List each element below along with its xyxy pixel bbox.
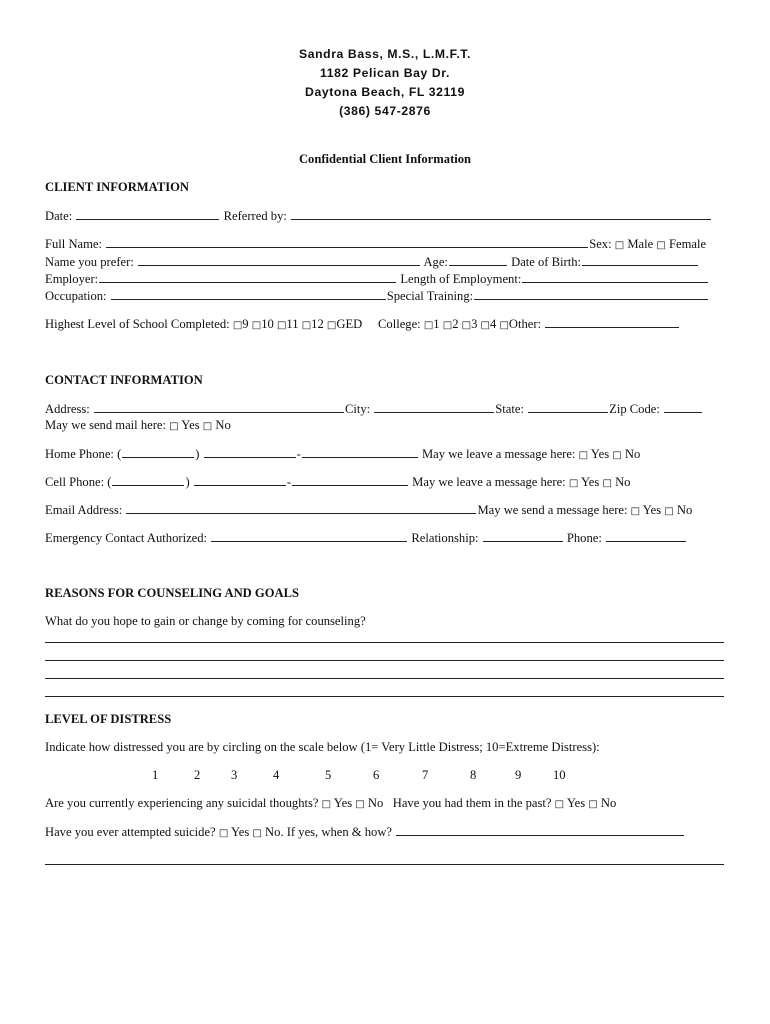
special-training-label: Special Training: [386,289,474,303]
cell-phone-area-field[interactable] [112,474,184,486]
college-4-checkbox[interactable]: □ [480,320,490,331]
home-msg-no-label: No [624,447,641,461]
email-no-label: No [676,503,693,517]
cell-leave-message-label: May we leave a message here: [412,475,566,489]
college-1-checkbox[interactable]: □ [423,320,434,331]
school-11-checkbox[interactable]: □ [276,320,287,331]
suicidal-question: Are you currently experiencing any suicidal thoughts? [45,796,319,810]
school-row [45,316,680,332]
preferred-name-row [45,254,699,270]
college-3-checkbox[interactable]: □ [461,320,472,331]
school-label: Highest Level of School Completed: [45,317,230,331]
length-employment-label: Length of Employment: [400,272,522,286]
home-phone-label: Home Phone: [45,447,114,461]
reasons-answer-line-3[interactable] [45,678,724,679]
home-leave-message-label: May we leave a message here: [421,447,576,461]
address-row [45,401,703,417]
college-2-label: 2 [452,317,459,331]
home-phone-prefix-field[interactable] [204,446,296,458]
send-message-label: May we send a message here: [477,503,628,517]
college-label: College: [378,317,421,331]
suicidal-row [45,796,616,811]
city-field[interactable] [374,401,494,413]
suicidal-no-label: No [367,796,384,810]
emergency-phone-label: Phone: [566,531,602,545]
relationship-label: Relationship: [411,531,479,545]
reasons-question: What do you hope to gain or change by coming for counseling? [45,614,366,628]
emergency-field[interactable] [211,530,407,542]
male-checkbox[interactable]: □ [614,240,625,251]
emergency-phone-field[interactable] [606,530,686,542]
school-9-checkbox[interactable]: □ [232,320,243,331]
reasons-answer-line-1[interactable] [45,642,724,643]
college-other-checkbox[interactable]: □ [499,320,509,331]
reasons-answer-line-4[interactable] [45,696,724,697]
suicidal-yes-label: Yes [333,796,353,810]
cell-phone-prefix-field[interactable] [194,474,286,486]
school-10-label: 10 [261,317,274,331]
length-employment-field[interactable] [522,271,708,283]
past-no-label: No [600,796,617,810]
male-label: Male [627,237,654,251]
school-9-label: 9 [242,317,249,331]
attempt-row [45,824,685,840]
dob-label: Date of Birth: [511,255,582,269]
distress-heading: LEVEL OF DISTRESS [45,712,172,726]
cell-phone-label: Cell Phone: [45,475,105,489]
email-yes-checkbox[interactable]: □ [630,506,641,517]
scale-6[interactable]: 6 [373,768,380,782]
scale-10[interactable]: 10 [553,768,566,782]
college-other-field[interactable] [545,316,679,328]
school-ged-label: GED [336,317,363,331]
zip-field[interactable] [664,401,702,413]
occupation-field[interactable] [111,288,386,300]
practice-city: Daytona Beach, FL 32119 [305,85,465,99]
city-label: City: [344,402,371,416]
zip-label: Zip Code: [609,402,660,416]
date-referred-row [45,208,712,224]
attempt-no-checkbox[interactable]: □ [252,828,262,839]
full-name-field[interactable] [106,236,588,248]
past-question: Have you had them in the past? [392,796,552,810]
practice-street: 1182 Pelican Bay Dr. [320,66,450,80]
school-12-checkbox[interactable]: □ [301,320,312,331]
attempt-yes-label: Yes [230,825,250,839]
home-phone-line-field[interactable] [302,446,418,458]
past-no-checkbox[interactable]: □ [588,799,598,810]
age-label: Age: [423,255,448,269]
date-field[interactable] [76,208,219,220]
mail-no-label: No [215,418,231,432]
attempt-yes-checkbox[interactable]: □ [218,828,229,839]
send-mail-row [45,418,231,433]
date-label: Date: [45,209,73,223]
referred-label: Referred by: [223,209,287,223]
send-mail-label: May we send mail here: [45,418,166,432]
school-ged-checkbox[interactable]: □ [326,320,337,331]
cell-phone-line-field[interactable] [292,474,408,486]
address-field[interactable] [94,401,344,413]
home-msg-yes-label: Yes [590,447,610,461]
female-checkbox[interactable]: □ [656,240,666,251]
email-no-checkbox[interactable]: □ [664,506,674,517]
scale-3[interactable]: 3 [231,768,238,782]
dob-field[interactable] [582,254,698,266]
email-row [45,502,692,518]
suicidal-no-checkbox[interactable]: □ [355,799,365,810]
full-name-label: Full Name: [45,237,103,251]
reasons-answer-line-2[interactable] [45,660,724,661]
occupation-label: Occupation: [45,289,107,303]
college-3-label: 3 [471,317,478,331]
email-label: Email Address: [45,503,123,517]
state-field[interactable] [528,401,608,413]
cell-msg-no-label: No [615,475,631,489]
scale-2[interactable]: 2 [194,768,201,782]
school-11-label: 11 [286,317,299,331]
practice-header [0,45,770,121]
contact-info-heading: CONTACT INFORMATION [45,373,203,387]
referred-field[interactable] [291,208,711,220]
cell-msg-yes-checkbox[interactable]: □ [568,478,579,489]
home-phone-area-field[interactable] [122,446,194,458]
client-info-heading: CLIENT INFORMATION [45,180,190,194]
state-label: State: [495,402,524,416]
home-msg-no-checkbox[interactable]: □ [612,450,622,461]
age-field[interactable] [449,254,507,266]
mail-yes-label: Yes [181,418,200,432]
name-prefer-field[interactable] [138,254,420,266]
employer-row [45,271,709,287]
practice-phone: (386) 547-2876 [339,104,431,118]
past-yes-checkbox[interactable]: □ [554,799,565,810]
relationship-field[interactable] [483,530,563,542]
email-yes-label: Yes [642,503,662,517]
full-name-row [45,236,706,252]
mail-no-checkbox[interactable]: □ [202,421,213,432]
home-phone-row: Home Phone: ( ) - May we leave a message here: □ Yes □ No [45,447,641,461]
school-12-label: 12 [311,317,324,331]
special-training-field[interactable] [474,288,708,300]
email-field[interactable] [126,502,476,514]
address-label: Address: [45,402,90,416]
school-10-checkbox[interactable]: □ [251,320,262,331]
cell-msg-no-checkbox[interactable]: □ [602,478,612,489]
attempt-answer-line[interactable] [45,864,724,865]
cell-msg-yes-label: Yes [580,475,600,489]
emergency-label: Emergency Contact Authorized: [45,531,208,545]
occupation-row [45,288,709,304]
past-yes-label: Yes [566,796,586,810]
employer-label: Employer: [45,272,99,286]
attempt-question: Have you ever attempted suicide? [45,825,216,839]
college-2-checkbox[interactable]: □ [442,320,453,331]
home-msg-yes-checkbox[interactable]: □ [578,450,589,461]
practitioner-name: Sandra Bass, M.S., L.M.F.T. [299,47,471,61]
female-label: Female [669,237,707,251]
attempt-no-when-label: No. If yes, when & how? [265,825,393,839]
scale-5[interactable]: 5 [325,768,332,782]
reasons-heading: REASONS FOR COUNSELING AND GOALS [45,586,300,600]
employer-field[interactable] [99,271,396,283]
scale-8[interactable]: 8 [470,768,477,782]
emergency-row [45,530,687,546]
suicidal-yes-checkbox[interactable]: □ [321,799,332,810]
sex-label: Sex: [589,237,612,251]
mail-yes-checkbox[interactable]: □ [169,421,179,432]
cell-phone-row: Cell Phone: ( ) - May we leave a message here: □ Yes □ No [45,475,631,489]
college-1-label: 1 [433,317,440,331]
form-title: Confidential Client Information [298,152,472,166]
college-other-label: Other: [508,317,542,331]
scale-7[interactable]: 7 [422,768,429,782]
name-prefer-label: Name you prefer: [45,255,134,269]
attempt-when-field[interactable] [396,824,684,836]
college-4-label: 4 [490,317,497,331]
scale-9[interactable]: 9 [515,768,522,782]
scale-1[interactable]: 1 [152,768,159,782]
distress-instruction: Indicate how distressed you are by circling on the scale below (1= Very Little Distress; 10=Extreme Distress): [45,740,600,754]
scale-4[interactable]: 4 [273,768,280,782]
